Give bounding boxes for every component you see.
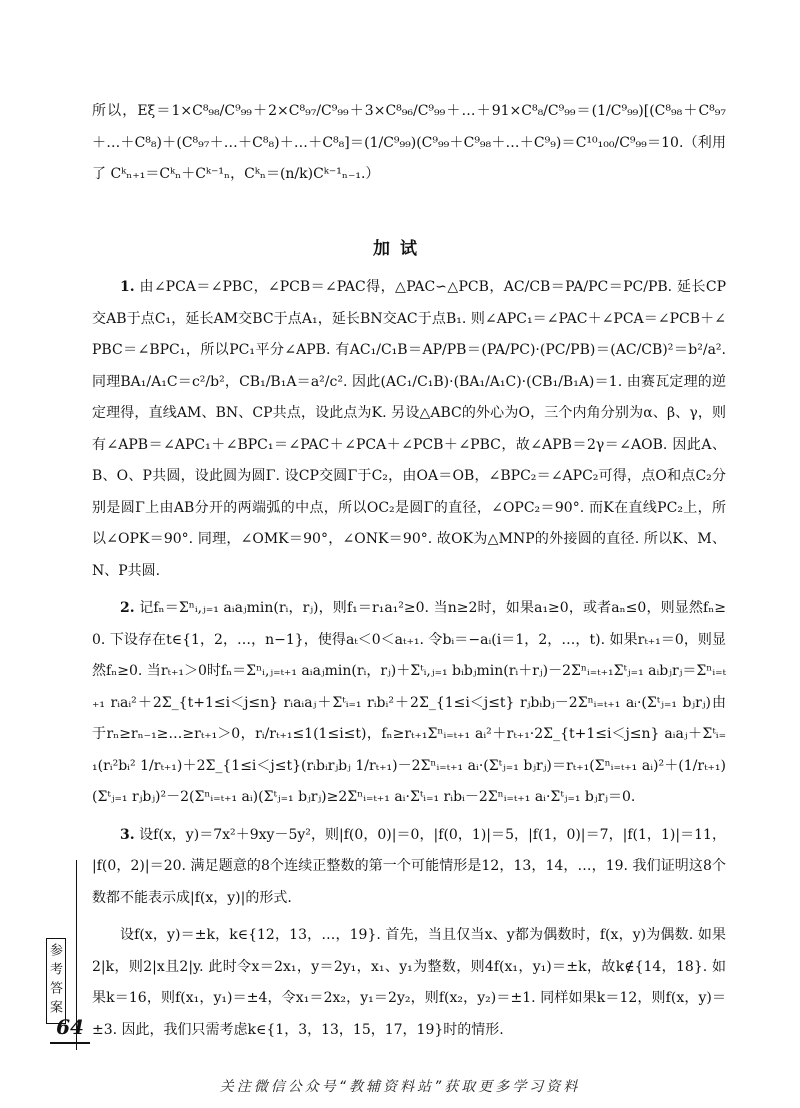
problem-2-number: 2. <box>120 600 135 616</box>
problem-2 <box>92 593 726 814</box>
page-number: 64 <box>50 1012 90 1044</box>
pre-section-paragraph: 所以，Eξ＝1×C⁸₉₈/C⁹₉₉＋2×C⁸₉₇/C⁹₉₉＋3×C⁸₉₆/C⁹₉₉＋…＋91×C⁸₈/C⁹₉₉＝(1/C⁹₉₉)[(C⁸₉₈＋C⁸₉₇＋…＋C⁸₈)＋(C⁸₉₇＋…＋C⁸₈)＋…＋C⁸₈]＝(1/C⁹₉₉)(C⁹₉₉＋C⁹₉₈＋…＋C⁹₉)＝C¹⁰₁₀₀/C⁹₉₉＝10.（利用了 Cᵏₙ₊₁＝Cᵏₙ＋Cᵏ⁻¹ₙ，Cᵏₙ＝(n/k)Cᵏ⁻¹ₙ₋₁.） <box>92 103 726 182</box>
problem-2-text: 记fₙ＝Σⁿᵢ,ⱼ₌₁ aᵢaⱼmin(rᵢ，rⱼ)，则f₁＝r₁a₁²≥0. 当n≥2时，如果a₁≥0，或者aₙ≤0，则显然fₙ≥0. 下设存在t∈{1，2，…，n−1}，使得aₜ＜0＜aₜ₊₁. 令bᵢ＝−aᵢ(i＝1，2，…，t). 如果rₜ₊₁＝0，则显然fₙ≥0. 当rₜ₊₁＞0时fₙ＝Σⁿᵢ,ⱼ₌ₜ₊₁ aᵢaⱼmin(rᵢ，rⱼ)＋Σᵗᵢ,ⱼ₌₁ bᵢbⱼmin(rᵢ＋rⱼ)－2Σⁿᵢ₌ₜ₊₁Σᵗⱼ₌₁ aᵢbⱼrⱼ＝Σⁿᵢ₌ₜ₊₁ rᵢaᵢ²＋2Σ_{t+1≤i＜j≤n} rᵢaᵢaⱼ＋Σᵗᵢ₌₁ rᵢbᵢ²＋2Σ_{1≤i＜j≤t} rⱼbᵢbⱼ－2Σⁿᵢ₌ₜ₊₁ aᵢ·(Σᵗⱼ₌₁ bⱼrⱼ)由于rₙ≥rₙ₋₁≥…≥rₜ₊₁＞0，rᵢ/rₜ₊₁≤1(1≤i≤t)，fₙ≥rₜ₊₁Σⁿᵢ₌ₜ₊₁ aᵢ²＋rₜ₊₁·2Σ_{t+1≤i＜j≤n} aᵢaⱼ＋Σᵗᵢ₌₁(rᵢ²bᵢ² 1/rₜ₊₁)＋2Σ_{1≤i＜j≤t}(rᵢbᵢrⱼbⱼ 1/rₜ₊₁)－2Σⁿᵢ₌ₜ₊₁ aᵢ·(Σᵗⱼ₌₁ bⱼrⱼ)＝rₜ₊₁(Σⁿᵢ₌ₜ₊₁ aᵢ)²＋(1/rₜ₊₁)(Σᵗⱼ₌₁ rⱼbⱼ)²－2(Σⁿᵢ₌ₜ₊₁ aᵢ)(Σᵗⱼ₌₁ bⱼrⱼ)≥2Σⁿᵢ₌ₜ₊₁ aᵢ·Σᵗᵢ₌₁ rᵢbᵢ－2Σⁿᵢ₌ₜ₊₁ aᵢ·Σᵗⱼ₌₁ bⱼrⱼ＝0. <box>92 600 727 805</box>
problem-1 <box>92 272 726 587</box>
problem-1-number: 1. <box>120 279 135 295</box>
problems <box>92 272 726 1046</box>
pre-section <box>92 96 726 191</box>
footer-note: 关注微信公众号“教辅资料站”获取更多学习资料 <box>219 1079 581 1095</box>
problem-3-number: 3. <box>120 826 135 843</box>
problem-3-text: 设f(x，y)＝7x²＋9xy－5y²，则|f(0，0)|＝0，|f(0，1)|＝5，|f(1，0)|＝7，|f(1，1)|＝11，|f(0，2)|＝20. 满足题意的8个连续正整数的第一个可能情形是12，13，14，…，19. 我们证明这8个数都不能表示成|f(x，y)|的形式. <box>92 826 726 906</box>
side-label: 参考答案 <box>46 938 66 1024</box>
problem-3 <box>92 820 726 915</box>
section-title: 加试 <box>373 239 427 259</box>
problem-3-continuation: 设f(x，y)＝±k，k∈{12，13，…，19}. 首先，当且仅当x、y都为偶数时，f(x，y)为偶数. 如果2|k，则2|x且2|y. 此时令x＝2x₁，y＝2y₁，x₁、y₁为整数，则4f(x₁，y₁)＝±k，故k∉{14，18}. 如果k＝16，则f(x₁，y₁)＝±4，令x₁＝2x₂，y₁＝2y₂，则f(x₂，y₂)＝±1. 同样如果k＝12，则f(x，y)＝±3. 因此，我们只需考虑k∈{1，3，13，15，17，19}时的情形. <box>92 927 726 1038</box>
problem-1-text: 由∠PCA＝∠PBC，∠PCB＝∠PAC得，△PAC∽△PCB，AC/CB＝PA/PC＝PC/PB. 延长CP交AB于点C₁，延长AM交BC于点A₁，延长BN交AC于点B₁. 则∠APC₁＝∠PAC＋∠PCA＝∠PCB＋∠PBC＝∠BPC₁，所以PC₁平分∠APB. 有AC₁/C₁B＝AP/PB＝(PA/PC)·(PC/PB)＝(AC/CB)²＝b²/a². 同理BA₁/A₁C＝c²/b²，CB₁/B₁A＝a²/c². 因此(AC₁/C₁B)·(BA₁/A₁C)·(CB₁/B₁A)＝1. 由赛瓦定理的逆定理得，直线AM、BN、CP共点，设此点为K. 另设△ABC的外心为O，三个内角分别为α、β、γ，则有∠APB＝∠APC₁＋∠BPC₁＝∠PAC＋∠PCA＋∠PCB＋∠PBC，故∠APB＝2γ＝∠AOB. 因此A、B、O、P共圆，设此圆为圆Γ. 设CP交圆Γ于C₂，由OA＝OB，∠BPC₂＝∠APC₂可得，点O和点C₂分别是圆Γ上由AB分开的两端弧的中点，所以OC₂是圆Γ的直径，∠OPC₂＝90°. 而K在直线PC₂上，所以∠OPK＝90°. 同理，∠OMK＝90°，∠ONK＝90°. 故OK为△MNP的外接圆的直径. 所以K、M、N、P共圆. <box>92 279 726 579</box>
